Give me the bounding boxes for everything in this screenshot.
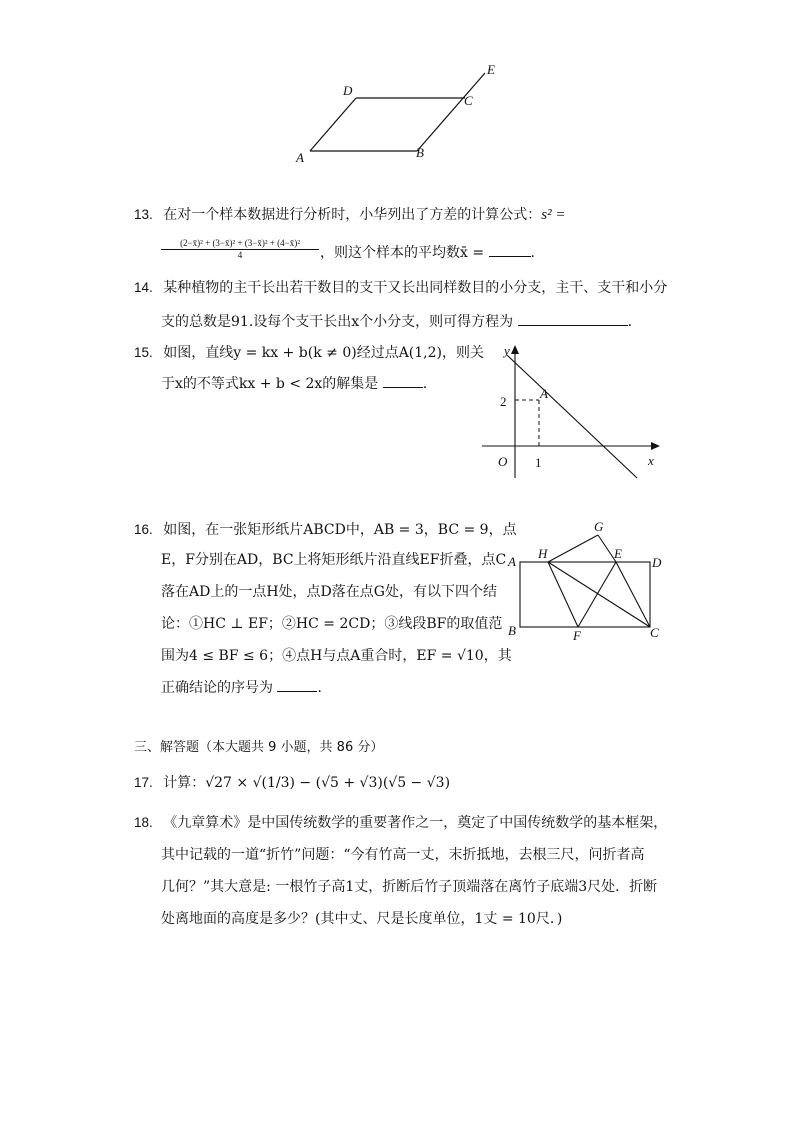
q17-text: 计算：√27 × √(1/3) − (√5 + √3)(√5 − √3) — [163, 775, 451, 791]
q14-line2-text: 支的总数是91.设每个支干长出x个小分支，则可得方程为 — [161, 314, 514, 330]
q15-line1-text: 如图，直线y = kx + b(k ≠ 0)经过点A(1,2)，则关 — [163, 345, 484, 361]
q13-line2 — [320, 242, 535, 263]
q15-number: 15. — [134, 345, 153, 360]
q16-line4: 论：①HC ⊥ EF；②HC = 2CD；③线段BF的取值范 — [161, 616, 503, 632]
fig16-h: H — [538, 546, 548, 561]
fig16-c: C — [650, 625, 659, 640]
q13-line1: 在对一个样本数据进行分析时，小华列出了方差的计算公式： — [163, 207, 542, 223]
q16-end: . — [317, 680, 322, 696]
q13-line2-text: ，则这个样本的平均数x̄ = — [320, 245, 485, 261]
q15-line2 — [161, 373, 427, 394]
fig16-e: E — [614, 546, 622, 561]
fig16-d: D — [652, 555, 662, 570]
graph-y-label: y — [504, 343, 510, 358]
q15-line1 — [134, 343, 484, 363]
section-3-heading: 三、解答题（本大题共 9 小题，共 86 分） — [134, 740, 384, 755]
graph-tick-1: 1 — [535, 455, 542, 470]
q13-answer-blank[interactable] — [489, 242, 531, 257]
q14-end: . — [627, 314, 633, 330]
graph-point-a: A — [540, 386, 548, 401]
q16-line6 — [161, 677, 322, 698]
q15-line2-text: 于x的不等式kx + b < 2x的解集是 — [161, 376, 379, 392]
q14-line1 — [134, 278, 667, 298]
q16-line1 — [134, 520, 517, 540]
q16-rectangle-figure — [500, 515, 675, 645]
q13-denominator: 4 — [237, 250, 243, 260]
label-b: B — [416, 145, 424, 160]
q18-line1-text: 《九章算术》是中国传统数学的重要著作之一，奠定了中国传统数学的基本框架， — [163, 815, 668, 831]
q14-line2 — [161, 311, 632, 332]
graph-origin: O — [498, 454, 508, 469]
fig16-g: G — [594, 519, 604, 534]
q16-line3: 落在AD上的一点H处，点D落在点G处，有以下四个结 — [161, 584, 497, 600]
q16-answer-blank[interactable] — [277, 677, 317, 692]
parallelogram-figure — [290, 60, 510, 170]
q16-line5: 围为4 ≤ BF ≤ 6；④点H与点A重合时，EF = √10，其 — [161, 648, 512, 664]
fig16-b: B — [508, 623, 516, 638]
q15-end: . — [422, 376, 428, 392]
label-c: C — [464, 93, 473, 108]
q16-number: 16. — [134, 522, 153, 537]
q14-line1-text: 某种植物的主干长出若干数目的支干又长出同样数目的小分支，主干、支干和小分 — [163, 280, 668, 296]
q18-number: 18. — [134, 815, 153, 830]
label-d: D — [343, 83, 353, 98]
q13-numerator: (2−x̄)² + (3−x̄)² + (3−x̄)² + (4−x̄)² — [161, 238, 319, 250]
q17 — [134, 773, 450, 793]
q17-number: 17. — [134, 775, 153, 790]
q16-line1-text: 如图，在一张矩形纸片ABCD中，AB = 3，BC = 9，点 — [163, 522, 517, 538]
fig16-f: F — [573, 628, 581, 643]
q15-answer-blank[interactable] — [383, 373, 423, 388]
graph-x-label: x — [648, 453, 654, 468]
q18-line2: 其中记载的一道“折竹”问题：“今有竹高一丈，末折抵地，去根三尺，问折者高 — [161, 847, 645, 863]
q15-graph — [480, 340, 680, 485]
q13 — [134, 205, 565, 225]
label-e: E — [487, 62, 495, 77]
q14-number: 14. — [134, 280, 153, 295]
q18-line4: 处离地面的高度是多少？(其中丈、尺是长度单位，1丈 = 10尺．) — [161, 911, 563, 927]
q13-fraction — [161, 238, 319, 260]
q16-line6-text: 正确结论的序号为 — [161, 680, 273, 696]
q18-line3: 几何？”其大意是: 一根竹子高1丈，折断后竹子顶端落在离竹子底端3尺处．折断 — [161, 879, 658, 895]
q14-answer-blank[interactable] — [518, 311, 628, 326]
q13-s2: s² = — [541, 207, 566, 223]
graph-tick-2: 2 — [500, 394, 507, 409]
label-a: A — [296, 150, 304, 165]
q13-number: 13. — [134, 207, 153, 222]
q16-line2: E，F分别在AD，BC上将矩形纸片沿直线EF折叠，点C — [161, 552, 507, 568]
q18-line1 — [134, 813, 667, 833]
q13-end: . — [530, 245, 535, 261]
fig16-a: A — [508, 554, 516, 569]
